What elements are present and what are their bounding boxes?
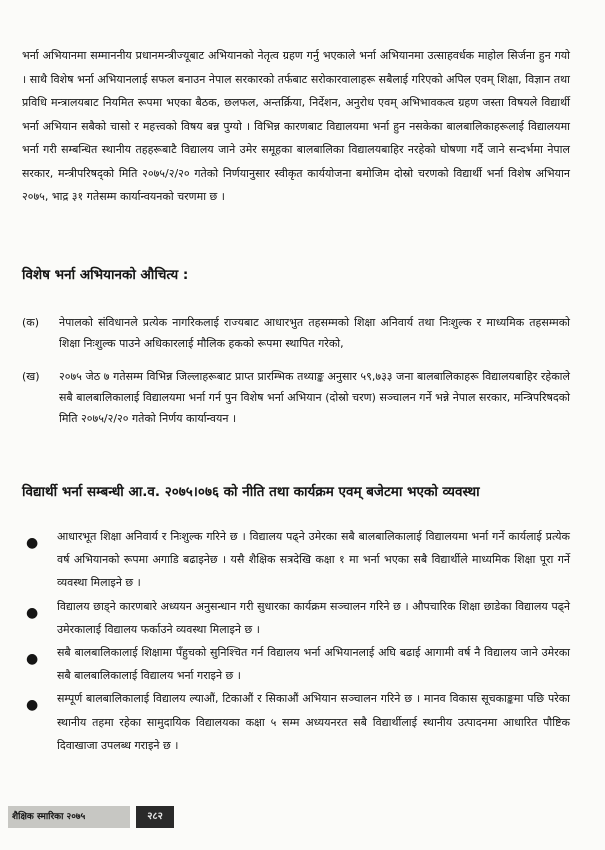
intro-paragraph: भर्ना अभियानमा सम्माननीय प्रधानमन्त्रीज्यूबाट अभियानको नेतृत्व ग्रहण गर्नु भएकाले भर्ना अभियानमा उत्साहवर्धक माहोल सिर्जना हुन गयो । साथै विशेष भर्ना अभियानलाई सफल बनाउन नेपाल सरकारको तर्फबाट सरोकारवालाहरू सबैलाई गरिएको अपिल एवम् शिक्षा, विज्ञान तथा प्रविधि मन्त्रालयबाट नियमित रूपमा भएका बैठक, छलफल, अन्तर्क्रिया, निर्देशन, अनुरोध एवम् अभिभावकत्व ग्रहण जस्ता विषयले विद्यार्थी भर्ना अभियान सबैको चासो र महत्त्वको विषय बन्न पुग्यो । विभिन्न कारणबाट विद्यालयमा भर्ना हुन नसकेका बालबालिकाहरूलाई विद्यालयमा भर्ना गरी सम्बन्धित स्थानीय तहहरूबाटै विद्यालय जाने उमेर समूहका बालबालिका विद्यालयबाहिर नरहेको घोषणा गर्दै जाने सन्दर्भमा नेपाल सरकार, मन्त्रीपरिषद्को मिति २०७५/२/२० गतेको निर्णयानुसार स्वीकृत कार्ययोजना बमोजिम दोस्रो चरणको विद्यार्थी भर्ना विशेष अभियान २०७५, भाद्र ३१ गतेसम्म कार्यान्वयनको चरणमा छ । [22,49,570,203]
bullet-item [24,687,570,757]
bullet-text: विद्यालय छाड्ने कारणबारे अध्ययन अनुसन्धान गरी सुधारका कार्यक्रम सञ्चालन गरिने छ । औपचारिक शिक्षा छाडेका विद्यालय पढ्ने उमेरकालाई विद्यालय फर्काउने व्यवस्था मिलाइने छ । [57,599,570,636]
bullet-item [24,595,570,641]
bullet-item [24,525,570,595]
bullet-text: सबै बालबालिकालाई शिक्षामा पँहुचको सुनिश्चित गर्न विद्यालय भर्ना अभियानलाई अघि बढाई आगामी वर्ष नै विद्यालय जाने उमेरका सबै बालबालिकालाई विद्यालय भर्ना गराइने छ । [57,646,570,683]
bullet-text: सम्पूर्ण बालबालिकालाई विद्यालय ल्याऔं, टिकाऔं र सिकाऔं अभियान सञ्चालन गरिने छ । मानव विकास सूचकाङ्कमा पछि परेका स्थानीय तहमा रहेका सामुदायिक विद्यालयका कक्षा ५ सम्म अध्ययनरत सबै विद्यार्थीलाई स्थानीय उत्पादनमा आधारित पौष्टिक दिवाखाजा उपलब्ध गराइने छ । [57,692,570,752]
list-item [22,366,570,429]
bullet-icon: ● [26,604,39,621]
page-number: २८२ [136,806,174,828]
list-marker: (क) [22,316,40,329]
section-heading-policy: विद्यार्थी भर्ना सम्बन्धी आ.व. २०७५।०७६ को नीति तथा कार्यक्रम एवम् बजेटमा भएको व्यवस्था [22,484,480,500]
bullet-item [24,641,570,687]
list-item-text: नेपालको संविधानले प्रत्येक नागरिकलाई राज्यबाट आधारभुत तहसम्मको शिक्षा अनिवार्य तथा निःशुल्क र माध्यमिक तहसम्मको शिक्षा निःशुल्क पाउने अधिकारलाई मौलिक हकको रूपमा स्थापित गरेको, [59,316,570,350]
list-item-text: २०७५ जेठ ७ गतेसम्म विभिन्न जिल्लाहरूबाट प्राप्त प्रारम्भिक तथ्याङ्क अनुसार ५९,७३३ जना बालबालिकाहरू विद्यालयबाहिर रहेकाले सबै बालबालिकालाई विद्यालयमा भर्ना गर्न पुन विशेष भर्ना अभियान (दोस्रो चरण) सञ्चालन गर्ने भन्ने नेपाल सरकार, मन्त्रिपरिषदको मिति २०७५/२/२० गतेको निर्णय कार्यान्वयन । [59,370,570,425]
bullet-text: आधारभूत शिक्षा अनिवार्य र निःशुल्क गरिने छ । विद्यालय पढ्ने उमेरका सबै बालबालिकालाई विद्यालयमा भर्ना गर्ने कार्यलाई प्रत्येक वर्ष अभियानको रूपमा अगाडि बढाइनेछ । यसै शैक्षिक सत्रदेखि कक्षा १ मा भर्ना भएका सबै विद्यार्थीले माध्यमिक शिक्षा पूरा गर्ने व्यवस्था मिलाइने छ । [57,530,570,590]
footer-publication-label: शैक्षिक स्मारिका २०७५ [8,806,130,828]
section-heading-justification: विशेष भर्ना अभियानको औचित्य : [22,267,189,283]
list-marker: (ख) [22,370,40,383]
list-item [22,312,570,354]
policy-bullet-list [24,525,570,757]
bullet-icon: ● [26,651,39,668]
bullet-icon: ● [26,697,39,714]
justification-list [22,312,570,429]
bullet-icon: ● [26,535,39,551]
